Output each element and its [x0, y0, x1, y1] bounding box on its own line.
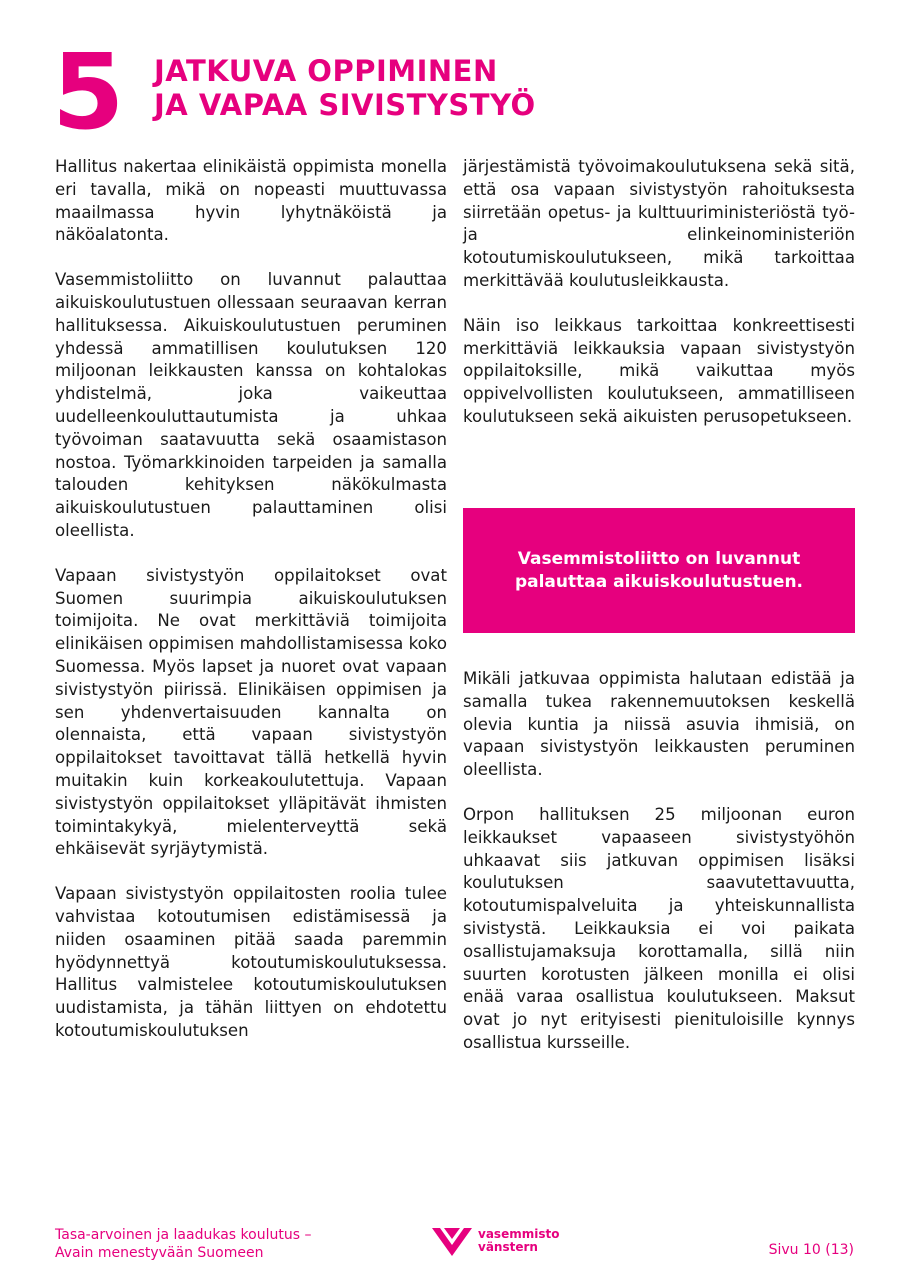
chapter-title-line1: JATKUVA OPPIMINEN	[154, 54, 498, 88]
footer-document-title	[55, 1226, 311, 1262]
right-column-top	[463, 156, 855, 451]
footer-title-line2: Avain menestyvään Suomeen	[55, 1245, 264, 1261]
chapter-number: 5	[52, 31, 125, 153]
paragraph: järjestämistä työvoimakoulutuksena sekä sitä, että osa vapaan sivistystyön rahoituksesta siirretään opetus- ja kulttuuriministeriöstä työ- ja elinkeinoministeriön kotoutumiskoulutukseen, mikä tarkoittaa merkittävää koulutusleikkausta.	[463, 157, 855, 290]
logo-text-line2: vänstern	[478, 1240, 538, 1254]
chapter-title	[154, 54, 536, 122]
paragraph: Mikäli jatkuvaa oppimista halutaan edistää ja samalla tukea rakennemuutoksen keskellä olevia kuntia ja niissä asuvia ihmisiä, on vapaan sivistystyön leikkausten peruminen oleellista.	[463, 669, 855, 780]
highlight-box	[463, 508, 855, 633]
chapter-title-line2: JA VAPAA SIVISTYSTYÖ	[154, 88, 536, 122]
paragraph: Orpon hallituksen 25 miljoonan euron leikkaukset vapaaseen sivistystyöhön uhkaavat siis jatkuvan oppimisen lisäksi koulutuksen saavutettavuutta, kotoutumispalveluita ja yhteiskunnallista sivistystä. Leikkauksia ei voi paikata osallistujamaksuja korottamalla, sillä niin suurten korotusten jälkeen monilla ei olisi enää varaa osallistua koulutukseen. Maksut ovat jo nyt erityisesti pienituloisille kynnys osallistua kursseille.	[463, 804, 855, 1052]
left-column	[55, 156, 447, 1065]
logo-text-line1: vasemmisto	[478, 1227, 560, 1241]
vasemmisto-logo	[430, 1224, 559, 1258]
paragraph: Vapaan sivistystyön oppilaitosten roolia tulee vahvistaa kotoutumisen edistämisessä ja niiden osaaminen pitää saada paremmin hyödynnettyä kotoutumiskoulutuksessa. Hallitus valmistelee kotoutumiskoulutuksen uudistamista, ja tähän liittyen on ehdotettu kotoutumiskoulutuksen	[55, 884, 447, 1040]
paragraph: Näin iso leikkaus tarkoittaa konkreettisesti merkittäviä leikkauksia vapaan sivistystyön oppilaitoksille, mikä vaikuttaa myös oppivelvollisten koulutukseen, ammatilliseen koulutukseen sekä aikuisten perusopetukseen.	[463, 315, 855, 426]
page-number: Sivu 10 (13)	[768, 1242, 854, 1258]
right-column-bottom	[463, 668, 855, 1077]
highlight-text: Vasemmistoliitto on luvannut palauttaa aikuiskoulutustuen.	[514, 548, 804, 592]
paragraph: Vapaan sivistystyön oppilaitokset ovat Suomen suurimpia aikuiskoulutuksen toimijoita. Ne ovat merkittäviä toimijoita elinikäisen oppimisen mahdollistamisessa koko Suomessa. Myös lapset ja nuoret ovat vapaan sivistystyön piirissä. Elinikäisen oppimisen ja sen yhdenvertaisuuden kannalta on olennaista, että vapaan sivistystyön oppilaitokset tavoittavat tällä hetkellä hyvin muitakin kuin korkeakoulutettuja. Vapaan sivistystyön oppilaitokset ylläpitävät ihmisten toimintakykyä, mielenterveyttä sekä ehkäisevät syrjäytymistä.	[55, 565, 447, 859]
paragraph: Hallitus nakertaa elinikäistä oppimista monella eri tavalla, mikä on nopeasti muuttuvassa maailmassa hyvin lyhytnäköistä ja näköalatonta.	[55, 157, 447, 245]
footer-title-line1: Tasa-arvoinen ja laadukas koulutus –	[55, 1227, 312, 1243]
logo-v-icon	[430, 1224, 474, 1258]
paragraph: Vasemmistoliitto on luvannut palauttaa aikuiskoulutustuen ollessaan seuraavan kerran hallituksessa. Aikuiskoulutustuen peruminen yhdessä ammatillisen koulutuksen 120 miljoonan leikkausten kanssa on kohtalokas yhdistelmä, joka vaikeuttaa uudelleenkouluttautumista ja uhkaa työvoiman saatavuutta sekä osaamistason nostoa. Työmarkkinoiden tarpeiden ja samalla talouden kehityksen näkökulmasta aikuiskoulutustuen palauttaminen olisi oleellista.	[55, 270, 447, 540]
